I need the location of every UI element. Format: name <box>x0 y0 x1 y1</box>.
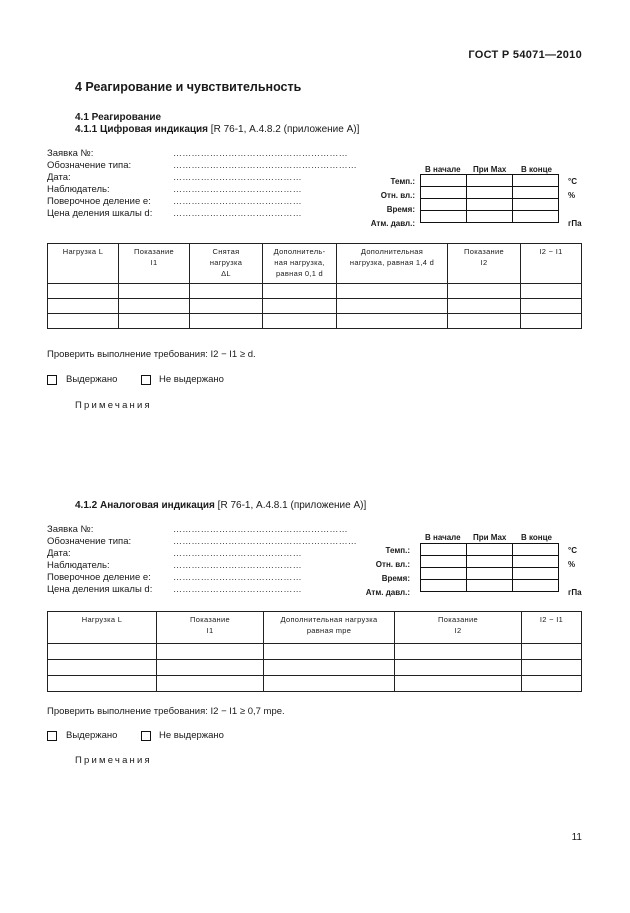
field-line-observer-2[interactable]: …………………………………… <box>173 560 302 570</box>
field-label-application-no-2: Заявка №: <box>47 524 94 535</box>
conditions-header-end-2: В конце <box>521 533 552 542</box>
col-header-indication-i1-2: Показание I1 <box>157 612 264 644</box>
field-label-observer: Наблюдатель: <box>47 184 110 195</box>
conditions-label-temperature-2: Темп.: <box>385 546 410 555</box>
cond-cell[interactable] <box>421 556 467 568</box>
cond-cell[interactable] <box>467 175 513 187</box>
field-line-observer[interactable]: …………………………………… <box>173 184 302 194</box>
table-row <box>48 644 582 660</box>
cond-cell[interactable] <box>513 568 559 580</box>
notes-heading-analog: Примечания <box>75 755 152 766</box>
unit-percent-2: % <box>568 560 576 569</box>
cond-cell[interactable] <box>421 175 467 187</box>
field-line-type-designation[interactable]: …………………………………………………… <box>173 160 357 170</box>
field-label-date: Дата: <box>47 172 71 183</box>
cond-cell[interactable] <box>467 568 513 580</box>
unit-hectopascal-2: гПа <box>568 588 582 597</box>
conditions-header-at-max: При Max <box>473 165 507 174</box>
checkbox-failed-analog[interactable] <box>141 731 151 741</box>
conditions-label-pressure: Атм. давл.: <box>370 219 415 228</box>
field-line-date-2[interactable]: …………………………………… <box>173 548 302 558</box>
subsection-4-1-2-name: 4.1.2 Аналоговая индикация <box>75 500 215 511</box>
conditions-header-start: В начале <box>425 165 461 174</box>
cond-cell[interactable] <box>421 187 467 199</box>
conditions-label-pressure-2: Атм. давл.: <box>365 588 410 597</box>
field-line-application-no-2[interactable]: ………………………………………………… <box>173 524 348 534</box>
cond-cell[interactable] <box>421 544 467 556</box>
field-label-observer-2: Наблюдатель: <box>47 560 110 571</box>
conditions-label-humidity-2: Отн. вл.: <box>375 560 410 569</box>
checkbox-failed-digital[interactable] <box>141 375 151 385</box>
cond-cell[interactable] <box>513 211 559 223</box>
cond-cell[interactable] <box>467 199 513 211</box>
conditions-label-time-2: Время: <box>381 574 410 583</box>
col-header-difference: I2 − I1 <box>521 244 582 284</box>
cond-cell[interactable] <box>513 580 559 592</box>
field-label-application-no: Заявка №: <box>47 148 94 159</box>
cond-cell[interactable] <box>421 580 467 592</box>
unit-celsius-2: °C <box>568 546 577 555</box>
col-header-extra-load-mpe: Дополнительная нагрузка равная mpe <box>264 612 395 644</box>
requirement-check-analog: Проверить выполнение требования: I2 − I1 ≥ 0,7 mpe. <box>47 706 285 717</box>
cond-cell[interactable] <box>513 199 559 211</box>
cond-cell[interactable] <box>513 556 559 568</box>
conditions-grid-2 <box>420 543 559 592</box>
field-label-verification-interval: Поверочное деление e: <box>47 196 151 207</box>
cond-cell[interactable] <box>513 544 559 556</box>
cond-cell[interactable] <box>513 187 559 199</box>
conditions-header-start-2: В начале <box>425 533 461 542</box>
conditions-label-time: Время: <box>386 205 415 214</box>
table-row <box>48 314 582 329</box>
table-row <box>48 284 582 299</box>
conditions-label-temperature: Темп.: <box>390 177 415 186</box>
conditions-grid <box>420 174 559 223</box>
table-row <box>48 676 582 692</box>
field-line-scale-interval[interactable]: …………………………………… <box>173 208 302 218</box>
subsection-4-1-1-reference: [R 76-1, А.4.8.2 (приложение А)] <box>208 124 360 135</box>
col-header-indication-i2: Показание I2 <box>448 244 521 284</box>
col-header-extra-load-01d: Дополнитель- ная нагрузка, равная 0,1 d <box>263 244 337 284</box>
col-header-difference-2: I2 − I1 <box>522 612 582 644</box>
subsection-title-4-1: 4.1 Реагирование <box>75 112 162 123</box>
field-line-application-no[interactable]: ………………………………………………… <box>173 148 348 158</box>
subsection-title-4-1-2 <box>75 500 366 511</box>
unit-percent: % <box>568 191 576 200</box>
section-title: 4 Реагирование и чувствительность <box>75 80 302 94</box>
field-label-date-2: Дата: <box>47 548 71 559</box>
field-line-type-designation-2[interactable]: …………………………………………………… <box>173 536 357 546</box>
field-line-date[interactable]: …………………………………… <box>173 172 302 182</box>
subsection-title-4-1-1 <box>75 124 359 135</box>
checkbox-passed-digital[interactable] <box>47 375 57 385</box>
checkbox-label-failed-digital: Не выдержано <box>159 374 224 385</box>
field-label-scale-interval: Цена деления шкалы d: <box>47 208 153 219</box>
col-header-removed-load: Снятая нагрузка ΔL <box>190 244 263 284</box>
cond-cell[interactable] <box>421 568 467 580</box>
cond-cell[interactable] <box>467 187 513 199</box>
notes-heading-digital: Примечания <box>75 400 152 411</box>
cond-cell[interactable] <box>513 175 559 187</box>
cond-cell[interactable] <box>467 580 513 592</box>
checkbox-label-failed-analog: Не выдержано <box>159 730 224 741</box>
table-row <box>48 299 582 314</box>
field-label-verification-interval-2: Поверочное деление e: <box>47 572 151 583</box>
col-header-load: Нагрузка L <box>48 244 119 284</box>
unit-celsius: °C <box>568 177 577 186</box>
page-number: 11 <box>571 832 582 843</box>
unit-hectopascal: гПа <box>568 219 582 228</box>
field-line-scale-interval-2[interactable]: …………………………………… <box>173 584 302 594</box>
cond-cell[interactable] <box>421 211 467 223</box>
checkbox-label-passed-analog: Выдержано <box>66 730 118 741</box>
table-row <box>48 660 582 676</box>
field-label-type-designation: Обозначение типа: <box>47 160 132 171</box>
field-label-scale-interval-2: Цена деления шкалы d: <box>47 584 153 595</box>
checkbox-label-passed-digital: Выдержано <box>66 374 118 385</box>
results-table-analog <box>47 611 582 692</box>
document-standard-code: ГОСТ Р 54071—2010 <box>468 49 582 61</box>
conditions-header-at-max-2: При Max <box>473 533 507 542</box>
field-line-verification-interval-2[interactable]: …………………………………… <box>173 572 302 582</box>
cond-cell[interactable] <box>467 544 513 556</box>
conditions-header-end: В конце <box>521 165 552 174</box>
checkbox-passed-analog[interactable] <box>47 731 57 741</box>
subsection-4-1-2-reference: [R 76-1, А.4.8.1 (приложение А)] <box>214 500 367 511</box>
conditions-label-humidity: Отн. вл.: <box>380 191 415 200</box>
field-line-verification-interval[interactable]: …………………………………… <box>173 196 302 206</box>
cond-cell[interactable] <box>421 199 467 211</box>
cond-cell[interactable] <box>467 556 513 568</box>
col-header-load-2: Нагрузка L <box>48 612 157 644</box>
field-label-type-designation-2: Обозначение типа: <box>47 536 132 547</box>
requirement-check-digital: Проверить выполнение требования: I2 − I1 ≥ d. <box>47 349 256 360</box>
col-header-indication-i1: Показание I1 <box>119 244 190 284</box>
col-header-extra-load-14d: Дополнительная нагрузка, равная 1,4 d <box>337 244 448 284</box>
subsection-4-1-1-name: 4.1.1 Цифровая индикация <box>75 124 209 135</box>
col-header-indication-i2-2: Показание I2 <box>395 612 522 644</box>
cond-cell[interactable] <box>467 211 513 223</box>
results-table-digital <box>47 243 582 329</box>
